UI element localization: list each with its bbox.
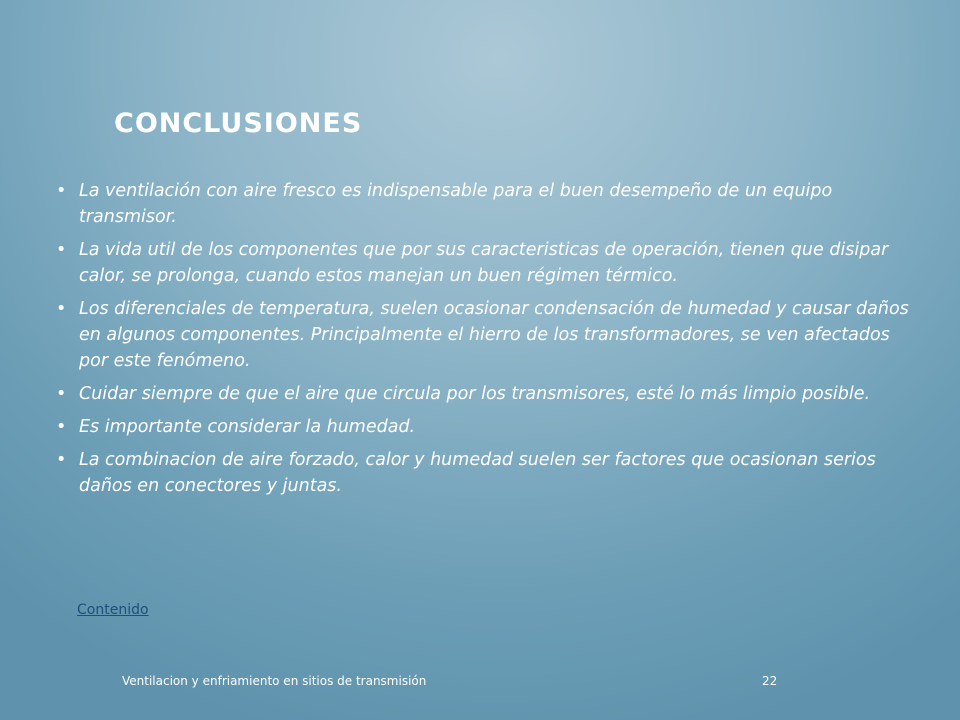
bullet-item: • Cuidar siempre de que el aire que circula por los transmisores, esté lo más limpio posible. xyxy=(56,381,914,407)
bullet-list xyxy=(56,178,914,506)
bullet-item: • La ventilación con aire fresco es indispensable para el buen desempeño de un equipo transmisor. xyxy=(56,178,914,230)
page-number: 22 xyxy=(762,674,778,688)
bullet-item: • La vida util de los componentes que por sus caracteristicas de operación, tienen que disipar calor, se prolonga, cuando estos manejan un buen régimen térmico. xyxy=(56,237,914,289)
bullet-item: • Es importante considerar la humedad. xyxy=(56,414,914,440)
footer-text: Ventilacion y enfriamiento en sitios de transmisión xyxy=(122,674,427,688)
bullet-item: • La combinacion de aire forzado, calor y humedad suelen ser factores que ocasionan serios daños en conectores y juntas. xyxy=(56,447,914,499)
contenido-link[interactable]: Contenido xyxy=(77,602,149,618)
slide-title: CONCLUSIONES xyxy=(114,108,363,139)
bullet-item: • Los diferenciales de temperatura, suelen ocasionar condensación de humedad y causar daños en algunos componentes. Principalmente el hierro de los transformadores, se ven afectados por este fenómeno. xyxy=(56,296,914,374)
